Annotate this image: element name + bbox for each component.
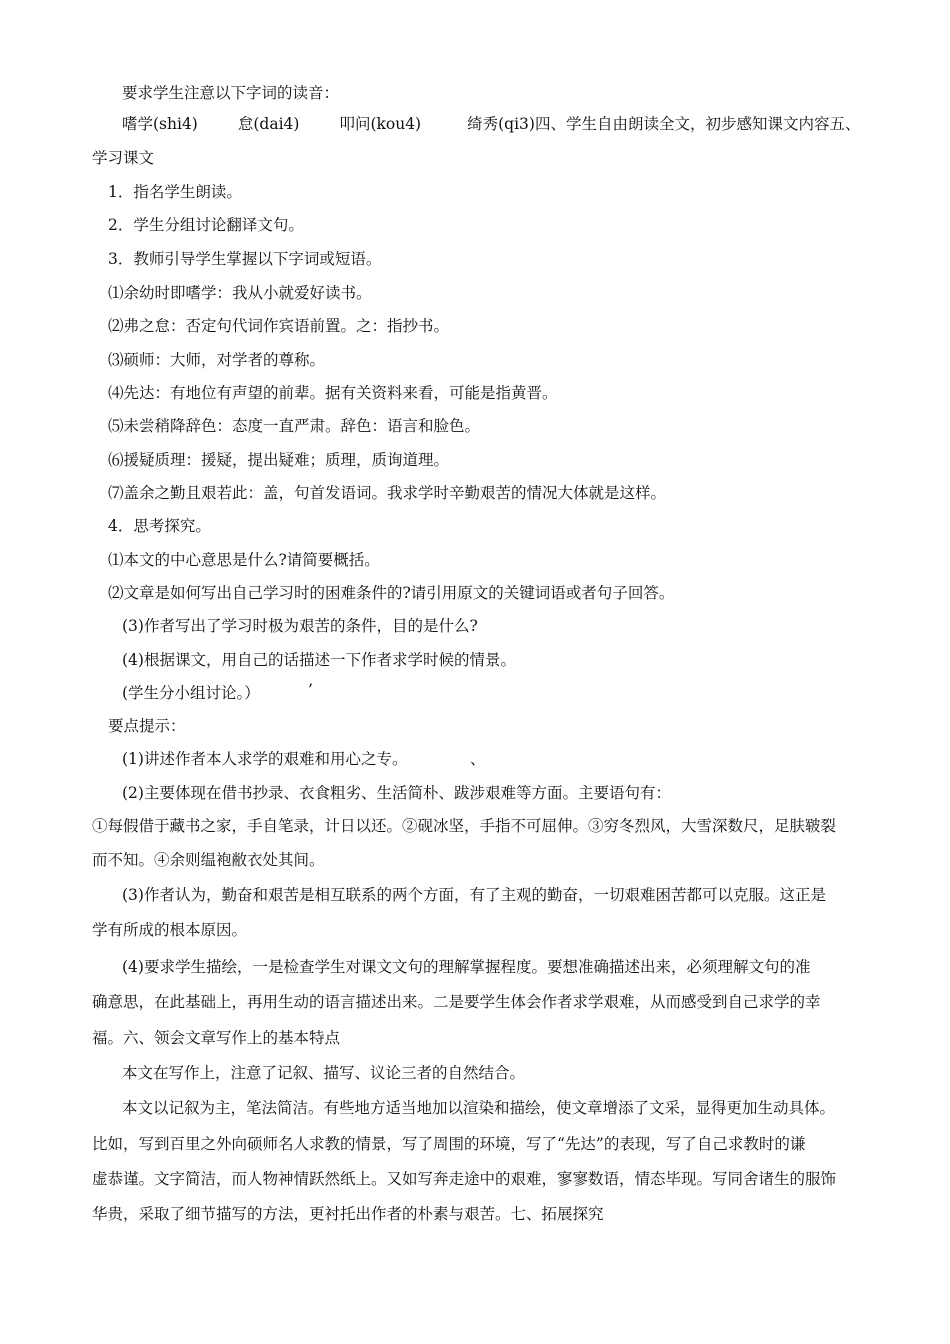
analysis-line-4: 华贵，采取了细节描写的方法，更衬托出作者的朴素与艰苦。七、拓展探究 bbox=[92, 1205, 604, 1223]
pron-word-3: 叩问(kou4) bbox=[339, 115, 422, 133]
pron-word-2: 怠(dai4) bbox=[237, 115, 300, 133]
hint-1: (1)讲述作者本人求学的艰难和用心之专。 bbox=[122, 750, 408, 768]
vocab-item-4: ⑷先达：有地位有声望的前辈。据有关资料来看，可能是指黄晋。 bbox=[108, 384, 558, 402]
hint-4-line-1: (4)要求学生描绘，一是检查学生对课文文句的理解掌握程度。要想准确描述出来，必须理解文句的准 bbox=[122, 958, 811, 976]
hints-title: 要点提示： bbox=[108, 717, 186, 735]
vocab-item-6: ⑹援疑质理：援疑，提出疑难；质理，质询道理。 bbox=[108, 451, 450, 469]
hint-2-line-2: ①每假借于藏书之家，手自笔录，计日以还。②砚冰坚，手指不可屈伸。③穷冬烈风，大雪深数尺，足肤皲裂 bbox=[92, 817, 837, 835]
step-4: 4．思考探究。 bbox=[108, 517, 211, 535]
analysis-line-3: 虚恭谨。文字简洁，而人物神情跃然纸上。又如写奔走途中的艰难，寥寥数语，情态毕现。写同舍诸生的服饰 bbox=[92, 1170, 837, 1188]
step-2: 2．学生分组讨论翻译文句。 bbox=[108, 216, 304, 234]
hint-4-line-2: 确意思，在此基础上，再用生动的语言描述出来。二是要学生体会作者求学艰难，从而感受到自己求学的幸 bbox=[92, 993, 821, 1011]
question-2: ⑵文章是如何写出自己学习时的困难条件的?请引用原文的关键词语或者句子回答。 bbox=[108, 584, 675, 602]
vocab-item-5: ⑸未尝稍降辞色：态度一直严肃。辞色：语言和脸色。 bbox=[108, 417, 481, 435]
hint-2-line-1: (2)主要体现在借书抄录、衣食粗劣、生活简朴、跋涉艰难等方面。主要语句有： bbox=[122, 784, 671, 802]
question-1: ⑴本文的中心意思是什么?请简要概括。 bbox=[108, 551, 380, 569]
hint-1-mark: 、 bbox=[470, 750, 486, 768]
hint-3-line-2: 学有所成的根本原因。 bbox=[92, 921, 248, 939]
stray-mark: ’ bbox=[308, 681, 313, 699]
writing-intro: 本文在写作上，注意了记叙、描写、议论三者的自然结合。 bbox=[122, 1064, 526, 1082]
hint-2-line-3: 而不知。④余则缊袍敝衣处其间。 bbox=[92, 851, 325, 869]
pronunciation-continuation: 学习课文 bbox=[92, 149, 155, 167]
vocab-item-1: ⑴余幼时即嗜学：我从小就爱好读书。 bbox=[108, 284, 372, 302]
question-3: (3)作者写出了学习时极为艰苦的条件，目的是什么? bbox=[122, 617, 478, 635]
question-4: (4)根据课文，用自己的话描述一下作者求学时候的情景。 bbox=[122, 651, 516, 669]
hint-4-line-3: 福。六、领会文章写作上的基本特点 bbox=[92, 1029, 341, 1047]
step-3: 3．教师引导学生掌握以下字词或短语。 bbox=[108, 250, 382, 268]
pron-word-1: 嗜学(shi4) bbox=[122, 115, 198, 133]
analysis-line-1: 本文以记叙为主，笔法简洁。有些地方适当地加以渲染和描绘，使文章增添了文采，显得更加生动具体。 bbox=[122, 1099, 836, 1117]
vocab-item-2: ⑵弗之怠：否定句代词作宾语前置。之：指抄书。 bbox=[108, 317, 450, 335]
intro-line: 要求学生注意以下字词的读音： bbox=[122, 84, 340, 102]
vocab-item-3: ⑶硕师：大师，对学者的尊称。 bbox=[108, 351, 326, 369]
vocab-item-7: ⑺盖余之勤且艰若此：盖，句首发语词。我求学时辛勤艰苦的情况大体就是这样。 bbox=[108, 484, 667, 502]
hint-3-line-1: (3)作者认为，勤奋和艰苦是相互联系的两个方面，有了主观的勤奋，一切艰难困苦都可以克服。这正是 bbox=[122, 886, 826, 904]
analysis-line-2: 比如，写到百里之外向硕师名人求教的情景，写了周围的环境，写了“先达”的表现，写了自己求教时的谦 bbox=[92, 1135, 806, 1153]
step-1: 1．指名学生朗读。 bbox=[108, 183, 242, 201]
pron-word-4: 绮秀(qi3)四、学生自由朗读全文，初步感知课文内容五、 bbox=[467, 115, 861, 133]
pronunciation-line bbox=[122, 114, 860, 134]
discussion-note: (学生分小组讨论。） bbox=[122, 684, 260, 702]
